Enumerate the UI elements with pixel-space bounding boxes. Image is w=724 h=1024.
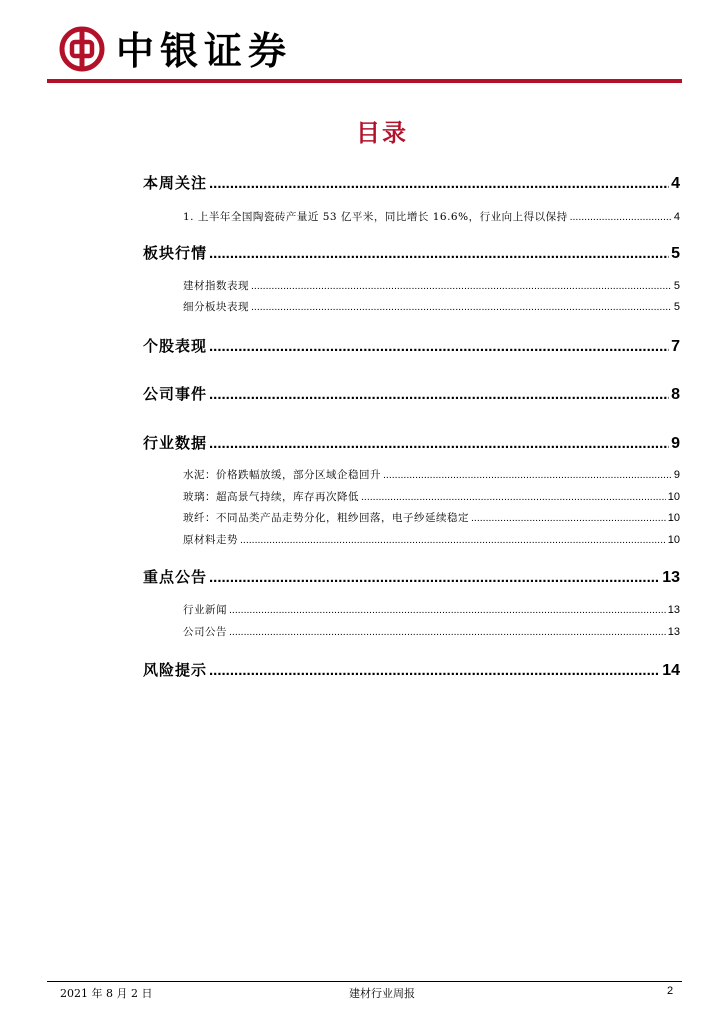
- toc-entry-page: 9: [671, 435, 680, 452]
- toc-entry[interactable]: [183, 532, 680, 547]
- toc-entry-page: 5: [671, 245, 680, 262]
- toc-title: 目录: [356, 118, 408, 147]
- toc-entry-label: 公司事件: [143, 385, 208, 403]
- toc-entry-page: 13: [662, 569, 680, 586]
- toc-entry[interactable]: [183, 209, 680, 224]
- toc-entry-page: 8: [671, 386, 680, 403]
- toc-entry-page: 13: [667, 626, 680, 638]
- toc-entry-label: 建材指数表现: [183, 280, 249, 292]
- toc-entry-page: 10: [667, 534, 680, 546]
- toc-entry-page: 4: [671, 175, 680, 192]
- dot-leader: [383, 469, 672, 481]
- dot-leader: [251, 301, 672, 313]
- dot-leader: [209, 662, 660, 679]
- brand-name: 中银证券: [116, 28, 293, 73]
- dot-leader: [209, 245, 669, 262]
- dot-leader: [209, 338, 669, 355]
- dot-leader: [209, 386, 669, 403]
- dot-leader: [209, 569, 660, 586]
- toc-entry[interactable]: [143, 335, 680, 356]
- toc-entry[interactable]: [183, 278, 680, 293]
- toc-entry-page: 13: [667, 604, 680, 616]
- toc-entry-page: 4: [673, 211, 680, 223]
- dot-leader: [361, 491, 666, 503]
- dot-leader: [209, 175, 669, 192]
- toc-entry[interactable]: [143, 172, 680, 193]
- dot-leader: [471, 512, 666, 524]
- toc-entry-page: 9: [673, 469, 680, 481]
- toc-entry[interactable]: [183, 624, 680, 639]
- footer-page-number: 2: [667, 985, 674, 997]
- toc-entry-label: 玻纤：不同品类产品走势分化，粗纱回落，电子纱延续稳定: [183, 512, 469, 524]
- toc-entry-label: 重点公告: [143, 568, 208, 586]
- toc-entry-label: 板块行情: [143, 244, 208, 262]
- dot-leader: [251, 280, 672, 292]
- toc-entry-page: 5: [673, 301, 680, 313]
- dot-leader: [229, 626, 666, 638]
- toc-entry-label: 玻璃：超高景气持续，库存再次降低: [183, 491, 359, 503]
- footer-report-name: 建材行业周报: [349, 987, 415, 1000]
- dot-leader: [209, 435, 669, 452]
- toc-entry[interactable]: [183, 510, 680, 525]
- toc-entry-label: 水泥：价格跌幅放缓，部分区域企稳回升: [183, 469, 381, 481]
- toc-entry[interactable]: [143, 242, 680, 263]
- toc-entry-label: 行业数据: [143, 434, 208, 452]
- toc-entry-label: 行业新闻: [183, 604, 227, 616]
- dot-leader: [570, 211, 672, 223]
- toc-entry-page: 10: [667, 512, 680, 524]
- toc-entry[interactable]: [143, 432, 680, 453]
- toc-entry-label: 个股表现: [143, 337, 208, 355]
- toc-entry-label: 本周关注: [143, 174, 208, 192]
- toc-entry-page: 14: [662, 662, 680, 679]
- toc-entry[interactable]: [183, 489, 680, 504]
- toc-entry[interactable]: [183, 467, 680, 482]
- toc-entry-label: 风险提示: [143, 661, 208, 679]
- toc-entry[interactable]: [183, 602, 680, 617]
- toc-entry[interactable]: [143, 383, 680, 404]
- toc-entry-page: 5: [673, 280, 680, 292]
- dot-leader: [229, 604, 666, 616]
- footer-date: 2021 年 8 月 2 日: [60, 987, 153, 1000]
- dot-leader: [240, 534, 666, 546]
- toc-entry-page: 7: [671, 338, 680, 355]
- toc-entry-label: 1. 上半年全国陶瓷砖产量近 53 亿平米，同比增长 16.6%，行业向上得以保持: [183, 211, 568, 223]
- footer-divider: [47, 981, 682, 982]
- toc-entry[interactable]: [143, 659, 680, 680]
- toc-entry[interactable]: [143, 566, 680, 587]
- toc-entry-label: 原材料走势: [183, 534, 238, 546]
- toc-entry-label: 细分板块表现: [183, 301, 249, 313]
- toc-entry-label: 公司公告: [183, 626, 227, 638]
- toc-entry-page: 10: [667, 491, 680, 503]
- toc-entry[interactable]: [183, 299, 680, 314]
